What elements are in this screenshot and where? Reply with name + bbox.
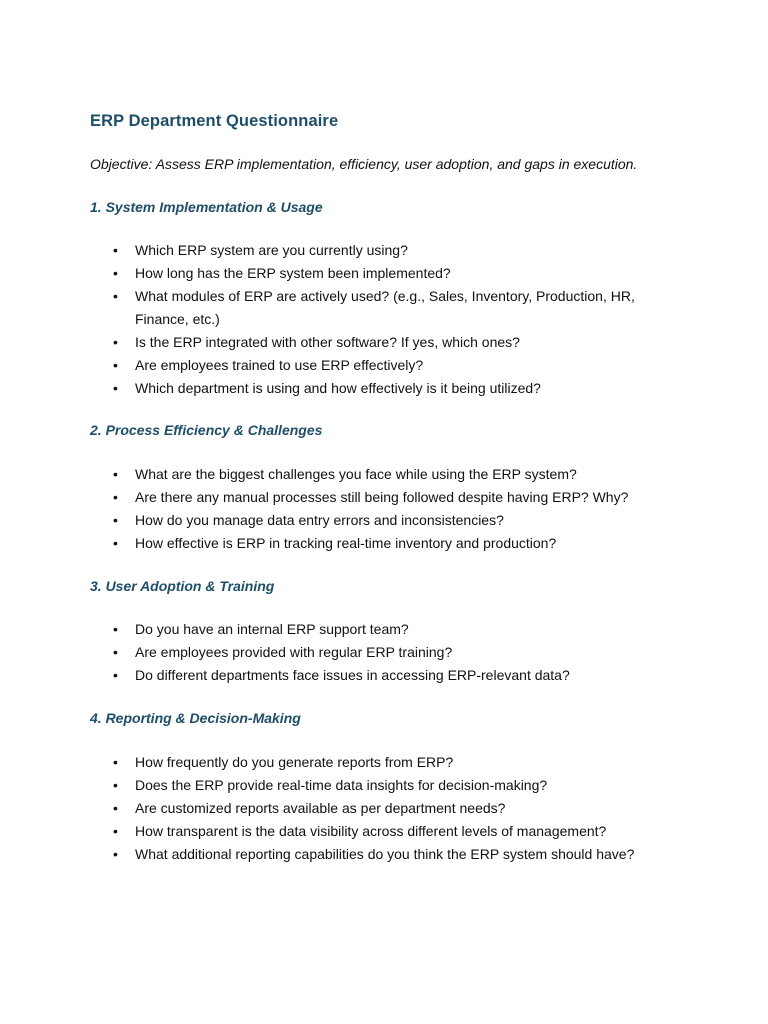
- question-text: Does the ERP provide real-time data insights for decision-making?: [135, 777, 548, 793]
- bullet-icon: •: [113, 644, 118, 660]
- question-item: [90, 509, 680, 532]
- question-text: Are employees trained to use ERP effectively?: [135, 357, 424, 373]
- question-item: [90, 618, 680, 641]
- question-text: What additional reporting capabilities do you think the ERP system should have?: [135, 846, 635, 862]
- bullet-icon: •: [113, 512, 118, 528]
- question-item: [90, 354, 680, 377]
- objective-text: Objective: Assess ERP implementation, efficiency, user adoption, and gaps in execution.: [90, 156, 638, 172]
- bullet-icon: •: [113, 288, 118, 304]
- question-item: [90, 285, 680, 331]
- question-text: How do you manage data entry errors and inconsistencies?: [135, 512, 504, 528]
- question-item: [90, 239, 680, 262]
- bullet-icon: •: [113, 242, 118, 258]
- question-item: [90, 797, 680, 820]
- bullet-icon: •: [113, 380, 118, 396]
- question-item: [90, 751, 680, 774]
- question-text: Are there any manual processes still being followed despite having ERP? Why?: [135, 489, 629, 505]
- question-item: [90, 843, 680, 866]
- question-text: What modules of ERP are actively used? (e.g., Sales, Inventory, Production, HR, Finance, etc.): [135, 288, 635, 327]
- question-item: [90, 463, 680, 486]
- bullet-icon: •: [113, 777, 118, 793]
- bullet-icon: •: [113, 823, 118, 839]
- question-text: How long has the ERP system been implemented?: [135, 265, 451, 281]
- question-item: [90, 664, 680, 687]
- bullet-icon: •: [113, 846, 118, 862]
- section-heading-reporting: 4. Reporting & Decision-Making: [90, 710, 301, 726]
- question-text: Which ERP system are you currently using?: [135, 242, 408, 258]
- section-heading-process-efficiency: 2. Process Efficiency & Challenges: [90, 422, 323, 438]
- question-item: [90, 331, 680, 354]
- section-heading-user-adoption: 3. User Adoption & Training: [90, 578, 275, 594]
- section-heading-system-implementation: 1. System Implementation & Usage: [90, 199, 323, 215]
- question-item: [90, 774, 680, 797]
- question-item: [90, 820, 680, 843]
- question-text: Do different departments face issues in accessing ERP-relevant data?: [135, 667, 570, 683]
- question-text: Which department is using and how effectively is it being utilized?: [135, 380, 541, 396]
- question-text: Do you have an internal ERP support team?: [135, 621, 409, 637]
- bullet-icon: •: [113, 800, 118, 816]
- question-item: [90, 377, 680, 400]
- question-text: What are the biggest challenges you face while using the ERP system?: [135, 466, 577, 482]
- bullet-icon: •: [113, 667, 118, 683]
- question-text: Is the ERP integrated with other software? If yes, which ones?: [135, 334, 520, 350]
- question-text: How frequently do you generate reports from ERP?: [135, 754, 454, 770]
- question-item: [90, 532, 680, 555]
- document-title: ERP Department Questionnaire: [90, 112, 339, 130]
- question-list-reporting: [90, 751, 680, 866]
- question-item: [90, 486, 680, 509]
- bullet-icon: •: [113, 535, 118, 551]
- question-list-process-efficiency: [90, 463, 680, 555]
- question-item: [90, 641, 680, 664]
- question-text: How transparent is the data visibility across different levels of management?: [135, 823, 607, 839]
- question-list-user-adoption: [90, 618, 680, 687]
- bullet-icon: •: [113, 621, 118, 637]
- bullet-icon: •: [113, 357, 118, 373]
- bullet-icon: •: [113, 466, 118, 482]
- question-list-system-implementation: [90, 239, 680, 400]
- question-text: Are customized reports available as per department needs?: [135, 800, 506, 816]
- bullet-icon: •: [113, 754, 118, 770]
- question-text: Are employees provided with regular ERP training?: [135, 644, 453, 660]
- question-text: How effective is ERP in tracking real-time inventory and production?: [135, 535, 557, 551]
- question-item: [90, 262, 680, 285]
- bullet-icon: •: [113, 489, 118, 505]
- bullet-icon: •: [113, 265, 118, 281]
- bullet-icon: •: [113, 334, 118, 350]
